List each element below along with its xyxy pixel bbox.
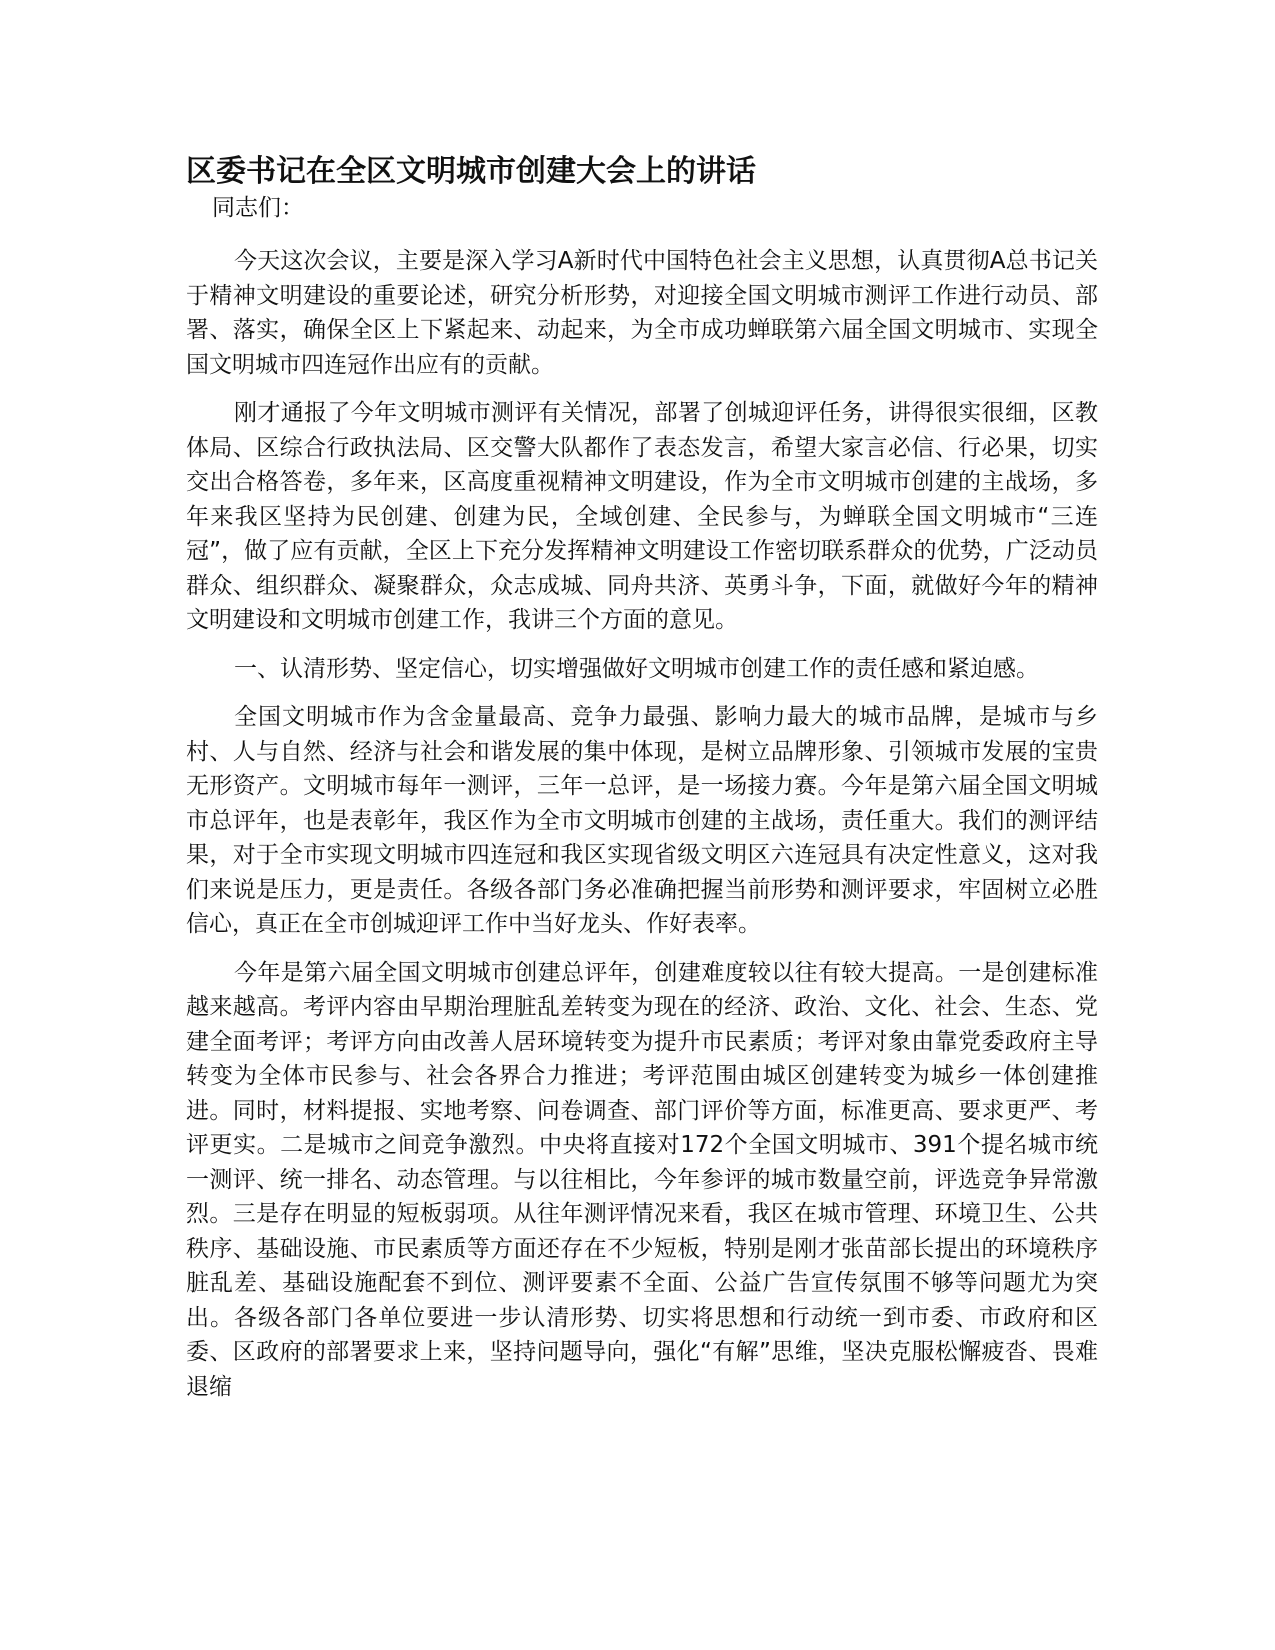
document-page <box>186 152 1098 1418</box>
salutation: 同志们： <box>212 195 304 221</box>
paragraph-difficulty: 今年是第六届全国文明城市创建总评年，创建难度较以往有较大提高。一是创建标准越来越高。考评内容由早期治理脏乱差转变为现在的经济、政治、文化、社会、生态、党建全面考评；考评方向由改善人居环境转变为提升市民素质；考评对象由靠党委政府主导转变为全体市民参与、社会各界合力推进；考评范围由城区创建转变为城乡一体创建推进。同时，材料提报、实地考察、问卷调查、部门评价等方面，标准更高、要求更严、考评更实。二是城市之间竞争激烈。中央将直接对172个全国文明城市、391个提名城市统一测评、统一排名、动态管理。与以往相比，今年参评的城市数量空前，评选竞争异常激烈。三是存在明显的短板弱项。从往年测评情况来看，我区在城市管理、环境卫生、公共秩序、基础设施、市民素质等方面还存在不少短板，特别是刚才张苗部长提出的环境秩序脏乱差、基础设施配套不到位、测评要素不全面、公益广告宣传氛围不够等问题尤为突出。各级各部门各单位要进一步认清形势、切实将思想和行动统一到市委、市政府和区委、区政府的部署要求上来，坚持问题导向，强化“有解”思维，坚决克服松懈疲沓、畏难退缩 <box>186 959 1098 1400</box>
paragraph-opening: 今天这次会议，主要是深入学习A新时代中国特色社会主义思想，认真贯彻A总书记关于精神文明建设的重要论述，研究分析形势，对迎接全国文明城市测评工作进行动员、部署、落实，确保全区上下紧起来、动起来，为全市成功蝉联第六届全国文明城市、实现全国文明城市四连冠作出应有的贡献。 <box>186 248 1098 378</box>
section-heading-one: 一、认清形势、坚定信心，切实增强做好文明城市创建工作的责任感和紧迫感。 <box>234 655 1039 682</box>
paragraph-city-brand: 全国文明城市作为含金量最高、竞争力最强、影响力最大的城市品牌，是城市与乡村、人与自然、经济与社会和谐发展的集中体现，是树立品牌形象、引领城市发展的宝贵无形资产。文明城市每年一测评，三年一总评，是一场接力赛。今年是第六届全国文明城市总评年，也是表彰年，我区作为全市文明城市创建的主战场，责任重大。我们的测评结果，对于全市实现文明城市四连冠和我区实现省级文明区六连冠具有决定性意义，这对我们来说是压力，更是责任。各级各部门务必准确把握当前形势和测评要求，牢固树立必胜信心，真正在全市创城迎评工作中当好龙头、作好表率。 <box>186 704 1098 937</box>
document-title: 区委书记在全区文明城市创建大会上的讲话 <box>186 154 756 189</box>
paragraph-briefing: 刚才通报了今年文明城市测评有关情况，部署了创城迎评任务，讲得很实很细，区教体局、区综合行政执法局、区交警大队都作了表态发言，希望大家言必信、行必果，切实交出合格答卷，多年来，区高度重视精神文明建设，作为全市文明城市创建的主战场，多年来我区坚持为民创建、创建为民，全域创建、全民参与，为蝉联全国文明城市“三连冠”，做了应有贡献，全区上下充分发挥精神文明建设工作密切联系群众的优势，广泛动员群众、组织群众、凝聚群众，众志成城、同舟共济、英勇斗争，下面，就做好今年的精神文明建设和文明城市创建工作，我讲三个方面的意见。 <box>186 400 1098 633</box>
